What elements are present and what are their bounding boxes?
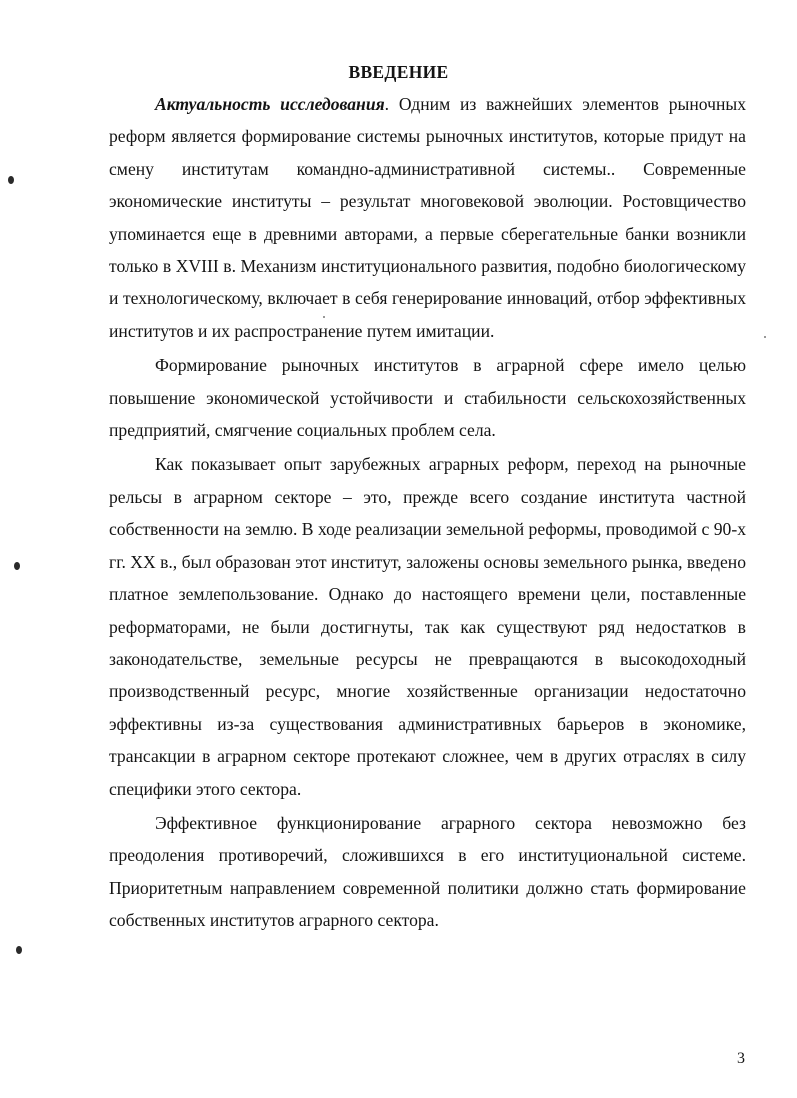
binder-hole-mark: [16, 946, 22, 954]
paragraph-lead: Актуальность исследования: [155, 94, 385, 114]
body-text: [109, 88, 746, 937]
paragraph-text: . Одним из важнейших элементов рыночных реформ является формирование системы рыночных институтов, которые придут на смену институтам командно-административной системы.. Современные экономические институты – результат многовековой эволюции. Ростовщичество упоминается еще в древними авторами, а первые сберегательные банки возникли только в XVIII в. Механизм институционального развития, подобно биологическому и технологическому, включает в себя генерирование инноваций, отбор эффективных институтов и их распространение путем имитации.: [109, 94, 746, 341]
paragraph: Эффективное функционирование аграрного сектора невозможно без преодоления противоречий, сложившихся в его институциональной системе. Приоритетным направлением современной политики должно стать формирование собственных институтов аграрного сектора.: [109, 812, 746, 931]
page-number: 3: [737, 1050, 745, 1067]
binder-hole-mark: [14, 562, 20, 570]
paragraph-relevance: [109, 88, 746, 347]
page-title: ВВЕДЕНИЕ: [348, 62, 449, 82]
binder-hole-mark: [8, 176, 14, 184]
scan-speck: [764, 336, 766, 338]
paragraph: Как показывает опыт зарубежных аграрных реформ, переход на рыночные рельсы в аграрном секторе – это, прежде всего создание института частной собственности на землю. В ходе реализации земельной реформы, проводимой с 90-х гг. XX в., был образован этот институт, заложены основы земельного рынка, введено платное землепользование. Однако до настоящего времени цели, поставленные реформаторами, не были достигнуты, так как существуют ряд недостатков в законодательстве, земельные ресурсы не превращаются в высокодоходный производственный ресурс, многие хозяйственные организации недостаточно эффективны из-за существования административных барьеров в экономике, трансакции в аграрном секторе протекают сложнее, чем в других отраслях в силу специфики этого сектора.: [109, 454, 746, 799]
paragraph: Формирование рыночных институтов в аграрной сфере имело целью повышение экономической устойчивости и стабильности сельскохозяйственных предприятий, смягчение социальных проблем села.: [109, 355, 746, 441]
